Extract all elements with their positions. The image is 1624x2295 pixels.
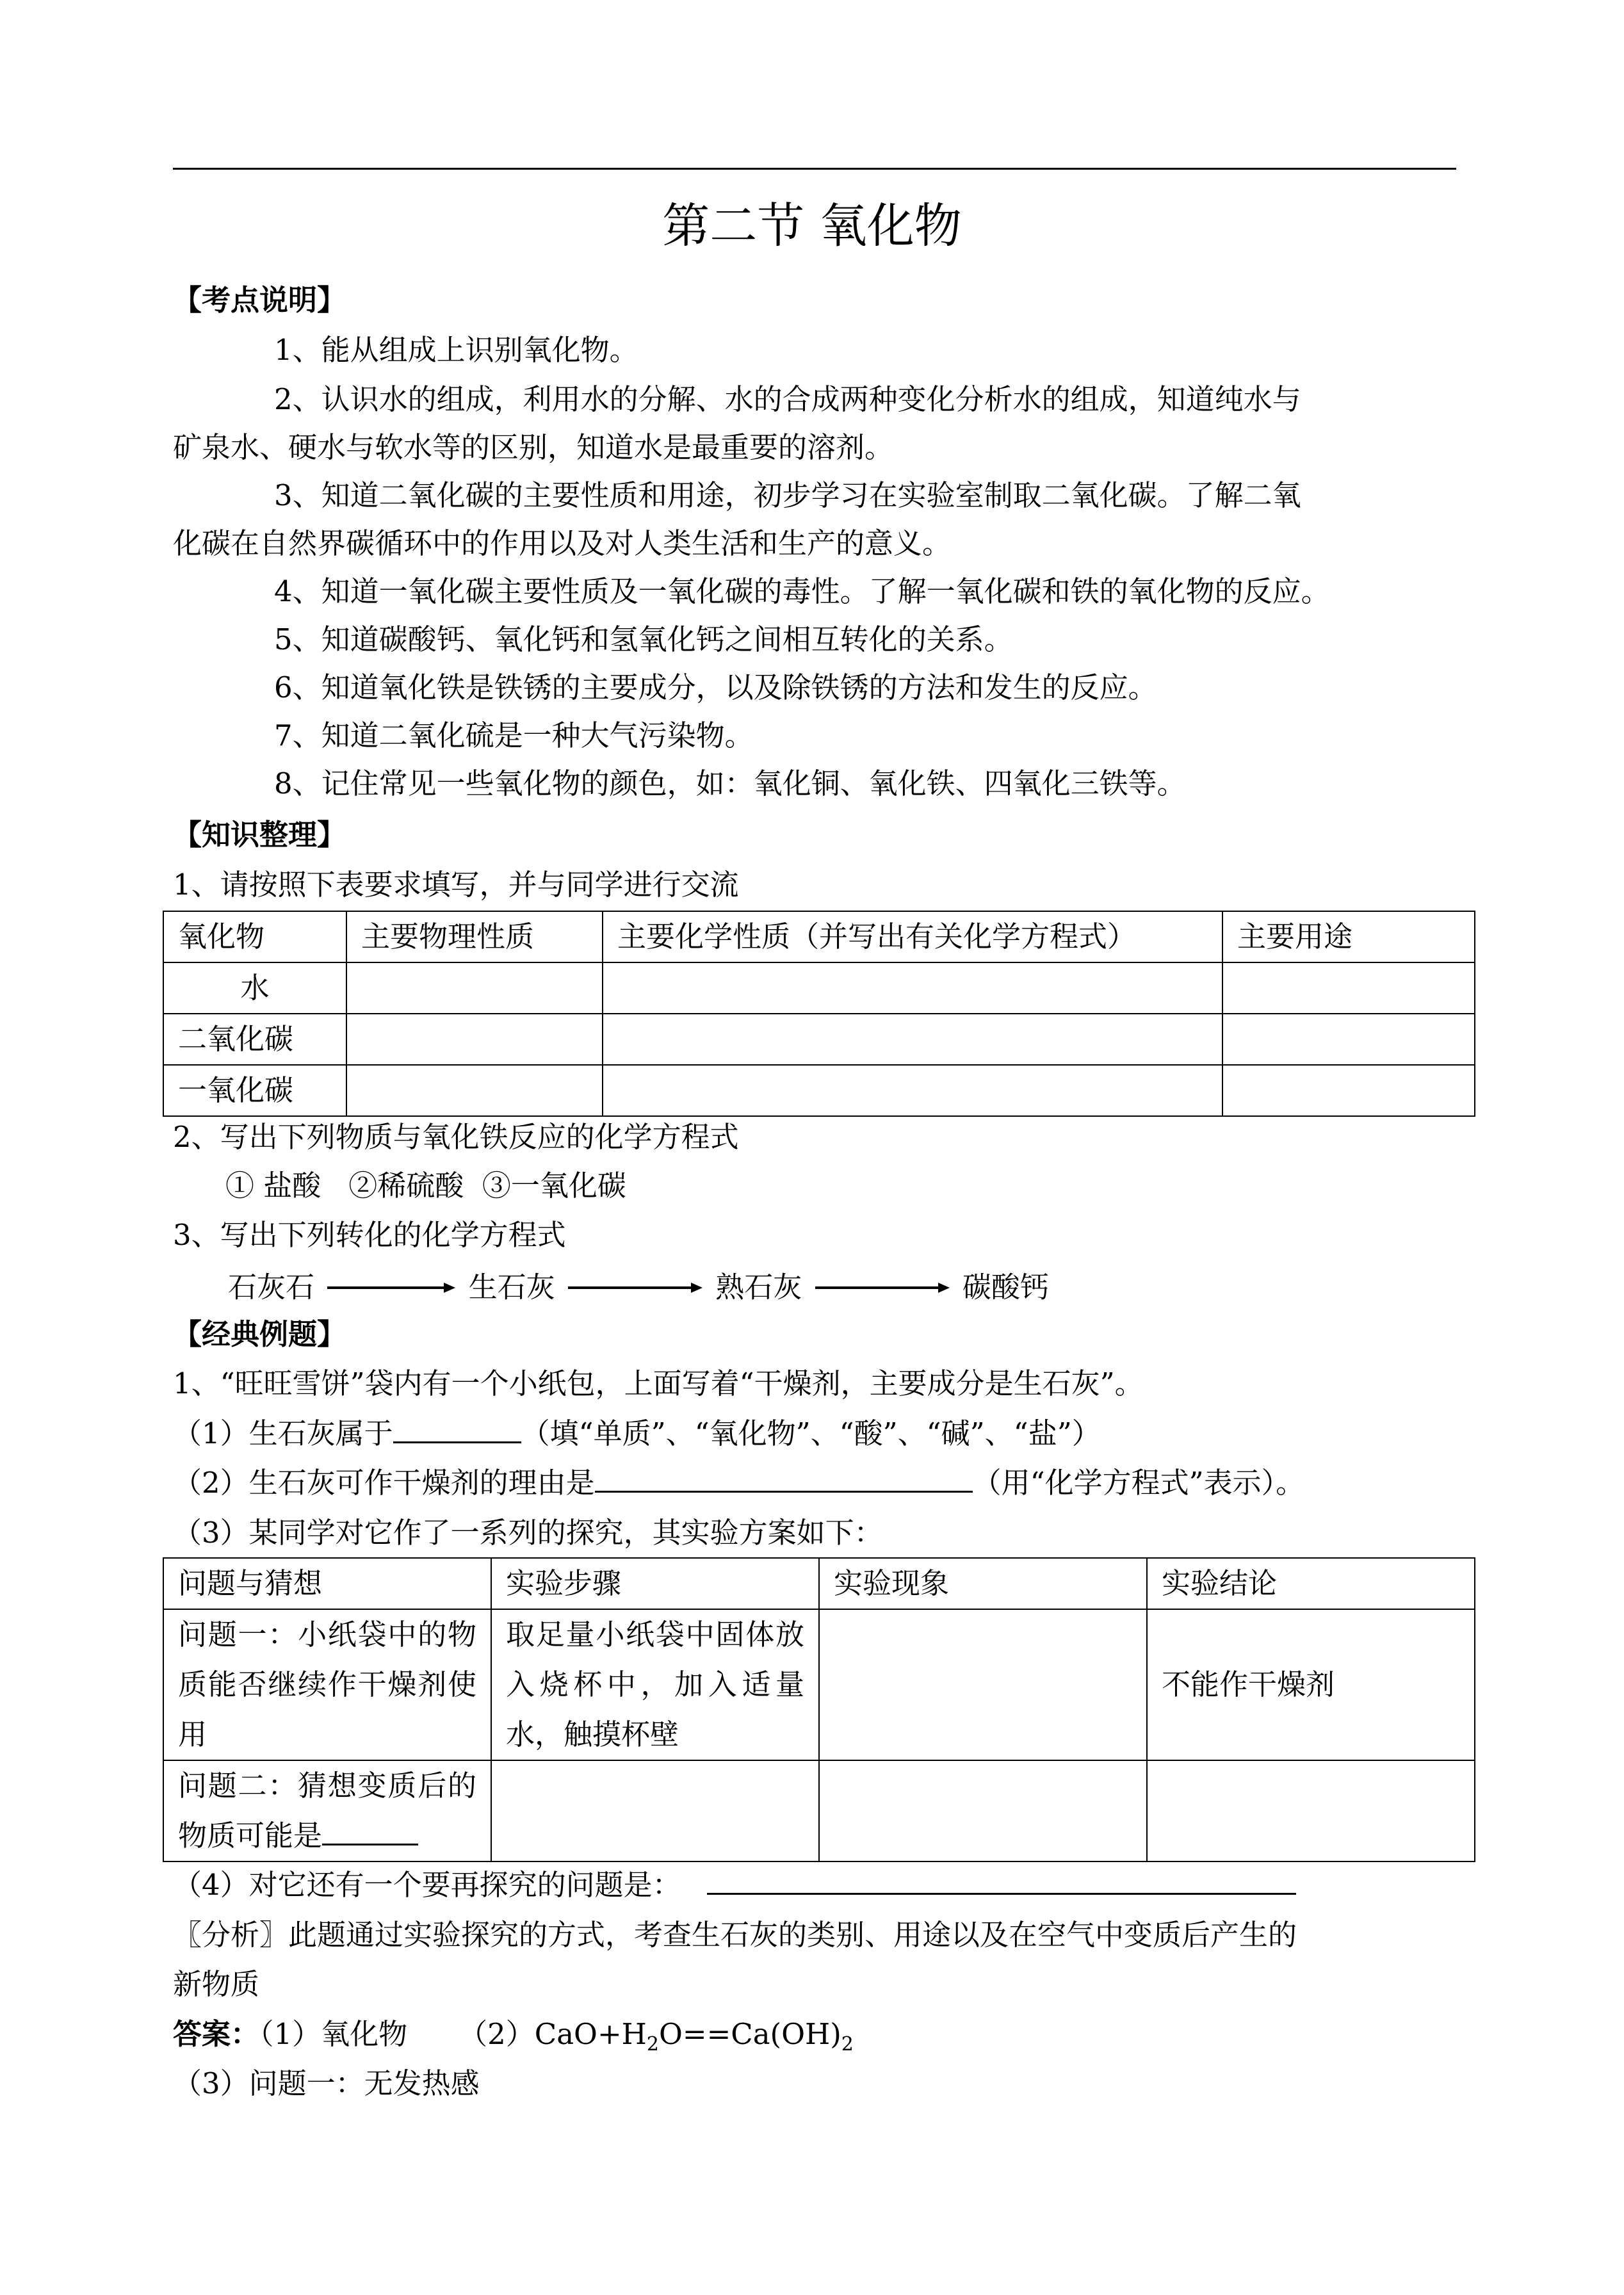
- kaodian-item-3: 3、知道二氧化碳的主要性质和用途，初步学习在实验室制取二氧化碳。了解二氧: [274, 478, 1301, 512]
- oxide-name-cell: 一氧化碳: [163, 1065, 346, 1116]
- oxide-name-cell: 水: [163, 962, 346, 1014]
- chain-item: 熟石灰: [715, 1270, 802, 1304]
- table-header-cell: 实验结论: [1147, 1558, 1475, 1609]
- blank-cell: [1147, 1760, 1475, 1861]
- kaodian-item-1: 1、能从组成上识别氧化物。: [274, 333, 638, 367]
- table-row: [163, 1065, 1475, 1116]
- blank-cell: [819, 1760, 1147, 1861]
- page-title: 第二节 氧化物: [662, 199, 962, 254]
- blank-cell: [603, 1014, 1222, 1065]
- jingdian-p3: （3）某同学对它作了一系列的探究，其实验方案如下：: [173, 1516, 883, 1550]
- p2-prefix: （2）生石灰可作干燥剂的理由是: [173, 1466, 595, 1500]
- table-header-cell: 主要物理性质: [346, 911, 603, 962]
- blank-cell: [1222, 962, 1475, 1014]
- table-row: [163, 1609, 1475, 1760]
- p4-prefix: （4）对它还有一个要再探究的问题是：: [173, 1868, 681, 1902]
- arrow-right-icon: [568, 1281, 702, 1294]
- kaodian-heading: 【考点说明】: [173, 283, 346, 317]
- chain-item: 碳酸钙: [962, 1270, 1049, 1304]
- table-header-cell: 主要用途: [1222, 911, 1475, 962]
- question-cell: 问题一：小纸袋中的物质能否继续作干燥剂使用: [163, 1609, 491, 1760]
- zhishi-q2: 2、写出下列物质与氧化铁反应的化学方程式: [173, 1120, 739, 1154]
- phenomenon-cell: [819, 1609, 1147, 1760]
- jingdian-p4: [173, 1860, 1296, 1910]
- table-row: [163, 962, 1475, 1014]
- answer-label: 答案：: [173, 2017, 260, 2051]
- p2-suffix: （用“化学方程式”表示）。: [972, 1466, 1305, 1500]
- blank-cell: [603, 962, 1222, 1014]
- zhishi-q1: 1、请按照下表要求填写，并与同学进行交流: [173, 868, 739, 902]
- answer-blank[interactable]: [707, 1863, 1296, 1895]
- experiment-table: [163, 1557, 1475, 1862]
- blank-cell: [491, 1760, 819, 1861]
- kaodian-item-6: 6、知道氧化铁是铁锈的主要成分，以及除铁锈的方法和发生的反应。: [274, 670, 1157, 704]
- question-cell: [163, 1760, 491, 1861]
- zhishi-q2-items: ① 盐酸 ②稀硫酸 ③一氧化碳: [225, 1169, 626, 1203]
- table-row: [163, 1760, 1475, 1861]
- table-header-cell: 实验步骤: [491, 1558, 819, 1609]
- jingdian-p1: [173, 1409, 1101, 1459]
- answer-blank[interactable]: [393, 1412, 521, 1443]
- answer-line-3: （3）问题一：无发热感: [173, 2066, 480, 2100]
- table-row: [163, 1014, 1475, 1065]
- question-text: 问题二：猜想变质后的物质可能是: [178, 1769, 476, 1853]
- table-header-cell: 问题与猜想: [163, 1558, 491, 1609]
- zhishi-heading: 【知识整理】: [173, 818, 346, 852]
- kaodian-item-2-cont: 矿泉水、硬水与软水等的区别，知道水是最重要的溶剂。: [173, 430, 894, 464]
- chain-item: 石灰石: [228, 1270, 315, 1304]
- analysis-line-2: 新物质: [173, 1967, 260, 2001]
- answer-1: （1）氧化物: [259, 2017, 408, 2051]
- kaodian-item-4: 4、知道一氧化碳主要性质及一氧化碳的毒性。了解一氧化碳和铁的氧化物的反应。: [274, 574, 1330, 608]
- conversion-chain: [228, 1260, 1049, 1313]
- jingdian-heading: 【经典例题】: [173, 1317, 346, 1351]
- kaodian-item-3-cont: 化碳在自然界碳循环中的作用以及对人类生活和生产的意义。: [173, 526, 952, 560]
- kaodian-item-5: 5、知道碳酸钙、氧化钙和氢氧化钙之间相互转化的关系。: [274, 622, 1013, 656]
- jingdian-p2: [173, 1458, 1304, 1508]
- answer-blank[interactable]: [595, 1461, 973, 1493]
- arrow-right-icon: [815, 1281, 950, 1294]
- steps-cell: 取足量小纸袋中固体放入烧杯中，加入适量水，触摸杯壁: [491, 1609, 819, 1760]
- blank-cell: [346, 1065, 603, 1116]
- blank-cell: [1222, 1014, 1475, 1065]
- oxide-name-cell: 二氧化碳: [163, 1014, 346, 1065]
- kaodian-item-7: 7、知道二氧化硫是一种大气污染物。: [274, 718, 754, 752]
- table-header-cell: 主要化学性质（并写出有关化学方程式）: [603, 911, 1222, 962]
- table-header-cell: 氧化物: [163, 911, 346, 962]
- p1-suffix: （填“单质”、“氧化物”、“酸”、“碱”、“盐”）: [521, 1416, 1101, 1450]
- header-rule: [173, 168, 1456, 170]
- answer-blank[interactable]: [322, 1814, 418, 1845]
- blank-cell: [1222, 1065, 1475, 1116]
- table-header-cell: 实验现象: [819, 1558, 1147, 1609]
- arrow-right-icon: [327, 1281, 455, 1294]
- kaodian-item-2: 2、认识水的组成，利用水的分解、水的合成两种变化分析水的组成，知道纯水与: [274, 382, 1301, 416]
- blank-cell: [346, 962, 603, 1014]
- chain-item: 生石灰: [468, 1270, 555, 1304]
- oxide-table: [163, 911, 1475, 1117]
- analysis-line-1: 〖分析〗此题通过实验探究的方式，考查生石灰的类别、用途以及在空气中变质后产生的: [173, 1918, 1297, 1952]
- conclusion-cell: 不能作干燥剂: [1147, 1609, 1475, 1760]
- kaodian-item-8: 8、记住常见一些氧化物的颜色，如：氧化铜、氧化铁、四氧化三铁等。: [274, 766, 1186, 800]
- jingdian-q1: 1、“旺旺雪饼”袋内有一个小纸包，上面写着“干燥剂，主要成分是生石灰”。: [173, 1366, 1144, 1400]
- answer-2: $(2)CaO+H_2O==Ca(OH)_2$: [459, 2017, 854, 2056]
- blank-cell: [346, 1014, 603, 1065]
- zhishi-q3: 3、写出下列转化的化学方程式: [173, 1218, 566, 1252]
- p1-prefix: （1）生石灰属于: [173, 1416, 393, 1450]
- blank-cell: [603, 1065, 1222, 1116]
